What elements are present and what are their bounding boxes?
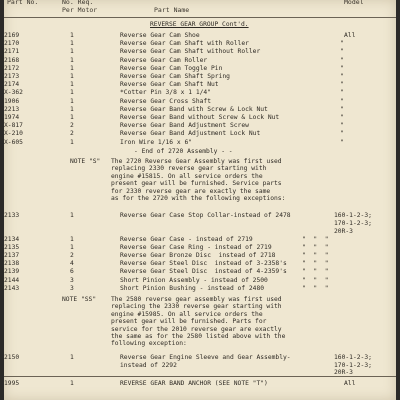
note-s-label: NOTE "S" [70,158,101,165]
model: " [340,130,344,138]
part-number: 2133 [4,212,20,219]
table-row [4,277,396,285]
table-row [4,236,396,244]
quantity: 4 [70,260,74,268]
part-name: *Cotter Pin 3/8 x 1 1/4" [120,89,211,97]
quantity: 2 [70,130,74,138]
part-number: X-362 [4,89,23,97]
table-row [4,98,396,106]
table-row [4,57,396,65]
part-number: 2171 [4,48,20,56]
table-row [4,139,396,147]
part-number: 2168 [4,56,20,64]
table-row [4,40,396,48]
table-row [4,73,396,81]
part-number: 2174 [4,81,20,89]
quantity: 1 [70,32,74,39]
model: " [340,122,344,130]
quantity: 1 [70,380,74,387]
model: " [340,114,344,121]
quantity: 1 [70,105,74,113]
table-row [4,65,396,73]
part-name: Reverse Gear Cam Shaft without Roller [120,48,261,56]
model: All [344,380,356,387]
quantity: 1 [70,236,74,243]
part-name: Reverse Gear Band Adjustment Screw [120,122,249,130]
table-row [4,114,396,122]
header-part-name: Part Name [154,6,190,14]
part-name: Reverse Gear Case Stop Collar-instead of 2478 [120,212,291,219]
end-line: - End of 2720 Assembly - - [134,148,233,155]
table-row [4,260,396,268]
model-continuation [4,228,396,236]
part-name: Reverse Gear Cam Shoe [120,32,200,39]
table-row [4,252,396,260]
quantity: 2 [70,252,74,260]
model: 160-1-2-3; [334,354,372,361]
quantity: 1 [70,212,74,219]
part-number: 2169 [4,32,20,39]
part-name: Iron Wire 1/16 x 6" [120,138,193,146]
model: " " " [302,244,329,252]
part-name: Short Pinion Assembly - instead of 2500 [120,276,268,284]
table-row [4,285,396,293]
part-name: Reverse Gear Cam Shaft Nut [120,81,219,89]
model: All [344,32,356,39]
quantity: 1 [70,48,74,56]
note-ss-label: NOTE "SS" [62,296,97,303]
model: 170-1-2-3; [334,220,372,227]
part-number: 2135 [4,244,20,252]
part-name: Reverse Gear Band without Screw & Lock Nut [120,114,280,121]
model: 20R-3 [334,228,353,235]
model: " [340,56,344,64]
part-number: X-817 [4,122,23,130]
table-row [4,32,396,40]
quantity: 1 [70,56,74,64]
parts-list-page [4,0,396,400]
part-number: 2139 [4,268,20,276]
model: " [340,138,344,146]
part-name: Reverse Gear Cam Roller [120,56,208,64]
model: " " " [302,260,329,268]
model: " " " [302,284,329,292]
part-name: Reverse Gear Steel Disc instead of 3-2358's [120,260,287,268]
quantity: 1 [70,114,74,121]
table-row [4,48,396,56]
part-number: 2134 [4,236,20,243]
quantity: 1 [70,244,74,252]
quantity: 1 [70,64,74,72]
part-number: X-605 [4,138,23,146]
table-row [4,244,396,252]
quantity: 1 [70,354,74,361]
table-row [4,268,396,276]
model: " [340,73,344,80]
part-number: 2144 [4,276,20,284]
table-row [4,212,396,220]
model: " [340,48,344,56]
part-name: Reverse Gear Band Adjustment Lock Nut [120,130,261,138]
quantity: 2 [70,122,74,130]
note-s-text: The 2720 Reverse Gear Assembly was first used replacing 2330 reverse gear starting with engine #15815. On all service orders the present gear will be furnished. Service parts for 2330 reverse gear are exactly the same as for the 2720 with the following exceptions: [111,158,286,203]
part-number: X-210 [4,130,23,138]
model: " [340,89,344,97]
group-title: REVERSE GEAR GROUP Cont'd. [150,21,249,28]
part-number: 1906 [4,97,20,105]
table-row [4,89,396,97]
part-number: 2213 [4,105,20,113]
table-row [4,106,396,114]
header-per-motor: Per Motor [62,6,98,14]
part-number: 2138 [4,260,20,268]
model-continuation [4,220,396,228]
part-name: Reverse Gear Case Ring - instead of 2719 [120,244,272,252]
part-number: 2137 [4,252,20,260]
quantity: 1 [70,81,74,89]
model: " [340,64,344,72]
quantity: 3 [70,284,74,292]
part-name: Reverse Gear Cam Toggle Pin [120,64,223,72]
note-ss-text: The 2580 reverse gear assembly was first used replacing the 2330 reverse gear starting with engine #15985. On all service orders the present gear will be furnished. Parts for service for the 2010 reverse gear are exactly the same as for the 2580 listed above with the following exception: [111,296,286,348]
part-name: Short Pinion Bushing - instead of 2480 [120,284,265,292]
header-part-no: Part No. [7,0,39,6]
part-name: Reverse Gear Cross Shaft [120,97,211,105]
quantity: 1 [70,89,74,97]
quantity: 6 [70,268,74,276]
column-header [4,0,396,18]
model: 170-1-2-3; [334,361,372,369]
table-row [4,130,396,138]
part-number: 1995 [4,380,20,387]
part-number: 2170 [4,40,20,48]
quantity: 1 [70,40,74,48]
header-model: Model [344,0,364,6]
quantity: 3 [70,276,74,284]
model: " " " [302,252,329,260]
part-number: 2150 [4,354,20,361]
divider [4,376,396,377]
model: " [340,105,344,113]
part-name: Reverse Gear Cam Shaft with Roller [120,40,249,48]
quantity: 1 [70,73,74,80]
part-name: Reverse Gear Case - instead of 2719 [120,236,253,243]
part-name: Reverse Gear Engine Sleeve and Gear Assembly- [120,354,291,361]
part-name: Reverse Gear Bronze Disc instead of 2718 [120,252,276,260]
model: " [340,97,344,105]
part-name: Reverse Gear Cam Shaft Spring [120,73,230,80]
quantity: 1 [70,138,74,146]
model: 20R-3 [334,369,353,376]
model: " [340,40,344,48]
part-name: Reverse Gear Band with Screw & Lock Nut [120,105,268,113]
part-name: instead of 2292 [120,361,177,369]
header-no-req: No. Req. [62,0,94,6]
part-number: 2172 [4,64,20,72]
part-name: REVERSE GEAR BAND ANCHOR (SEE NOTE "T") [120,380,268,387]
model: " [340,81,344,89]
model: " " " [302,236,329,243]
part-name: Reverse Gear Steel Disc instead of 4-2359's [120,268,287,276]
part-number: 1974 [4,114,20,121]
part-number: 2173 [4,73,20,80]
table-row [4,81,396,89]
model: 160-1-2-3; [334,212,372,219]
table-row [4,380,396,388]
part-number: 2143 [4,284,20,292]
model: " " " [302,268,329,276]
table-row [4,122,396,130]
model: " " " [302,276,329,284]
quantity: 1 [70,97,74,105]
